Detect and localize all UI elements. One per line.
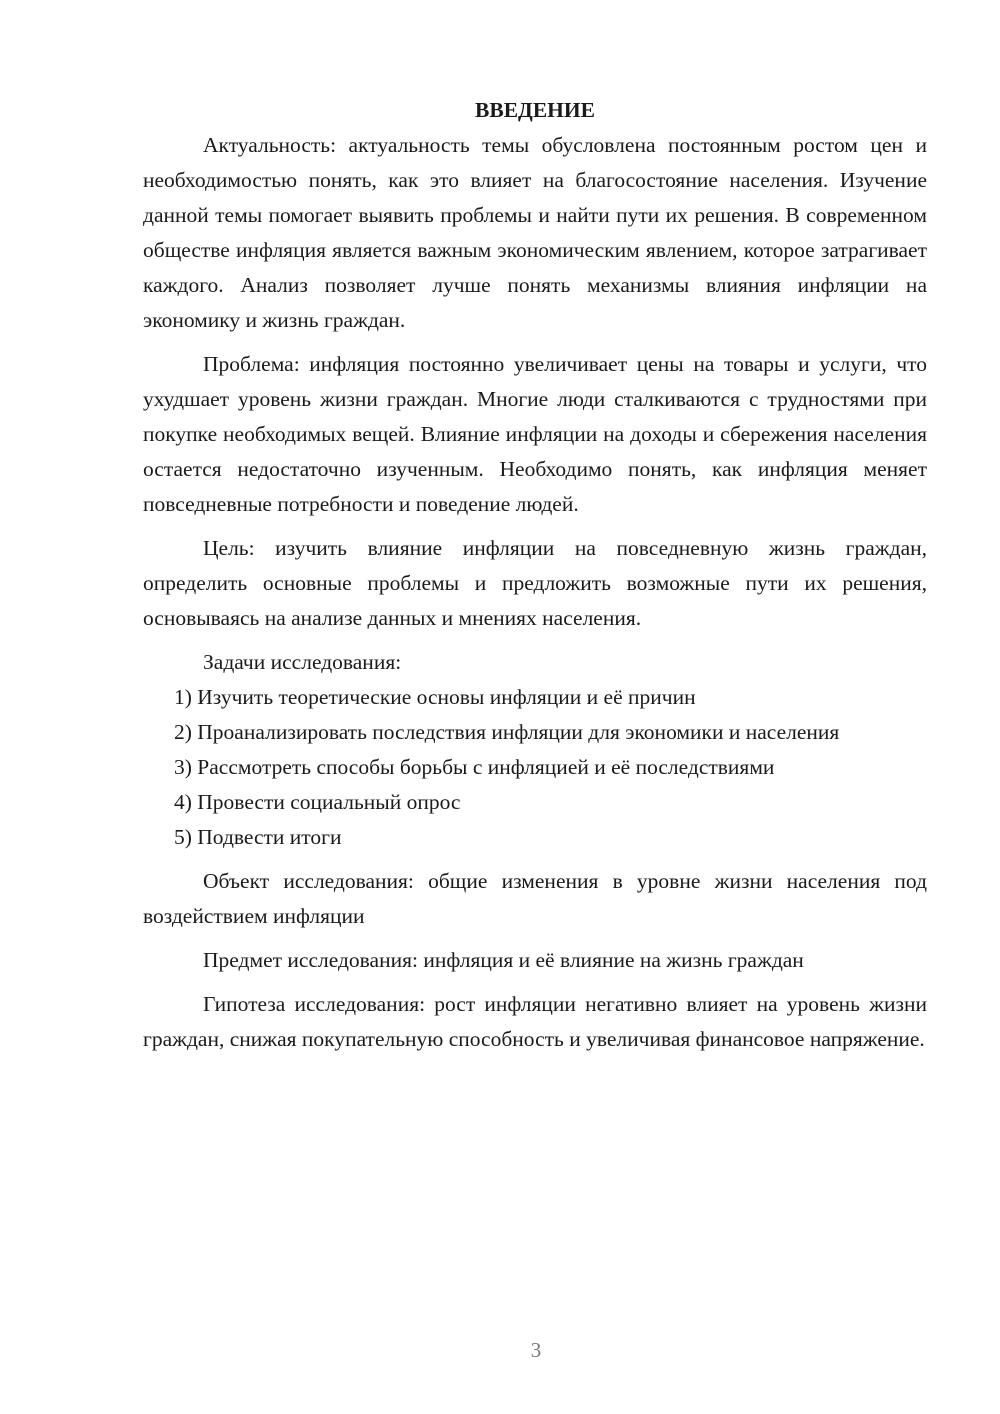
page-number: 3 — [530, 1338, 542, 1362]
relevance-paragraph: Актуальность: актуальность темы обусловлена постоянным ростом цен и необходимостью понять, как это влияет на благосостояние населения. Изучение данной темы помогает выявить проблемы и найти пути их решения. В современном обществе инфляция является важным экономическим явлением, которое затрагивает каждого. Анализ позволяет лучше понять механизмы влияния инфляции на экономику и жизнь граждан. — [143, 133, 927, 332]
tasks-title: Задачи исследования: — [203, 650, 402, 674]
task-item-5: 5) Подвести итоги — [174, 825, 342, 849]
section-heading: ВВЕДЕНИЕ — [475, 98, 595, 122]
task-item-4: 4) Провести социальный опрос — [174, 790, 461, 814]
hypothesis-paragraph: Гипотеза исследования: рост инфляции негативно влияет на уровень жизни граждан, снижая покупательную способность и увеличивая финансовое напряжение. — [143, 992, 927, 1051]
object-paragraph: Объект исследования: общие изменения в уровне жизни населения под воздействием инфляции — [143, 869, 927, 928]
task-item-2: 2) Проанализировать последствия инфляции для экономики и населения — [174, 720, 840, 744]
problem-paragraph: Проблема: инфляция постоянно увеличивает цены на товары и услуги, что ухудшает уровень жизни граждан. Многие люди сталкиваются с трудностями при покупке необходимых вещей. Влияние инфляции на доходы и сбережения населения остается недостаточно изученным. Необходимо понять, как инфляция меняет повседневные потребности и поведение людей. — [143, 352, 927, 516]
task-item-3: 3) Рассмотреть способы борьбы с инфляцией и её последствиями — [174, 755, 775, 779]
goal-paragraph: Цель: изучить влияние инфляции на повседневную жизнь граждан, определить основные проблемы и предложить возможные пути их решения, основываясь на анализе данных и мнениях населения. — [143, 536, 927, 630]
subject-paragraph: Предмет исследования: инфляция и её влияние на жизнь граждан — [203, 948, 804, 972]
task-item-1: 1) Изучить теоретические основы инфляции и её причин — [174, 685, 696, 709]
page-content — [143, 93, 927, 1057]
